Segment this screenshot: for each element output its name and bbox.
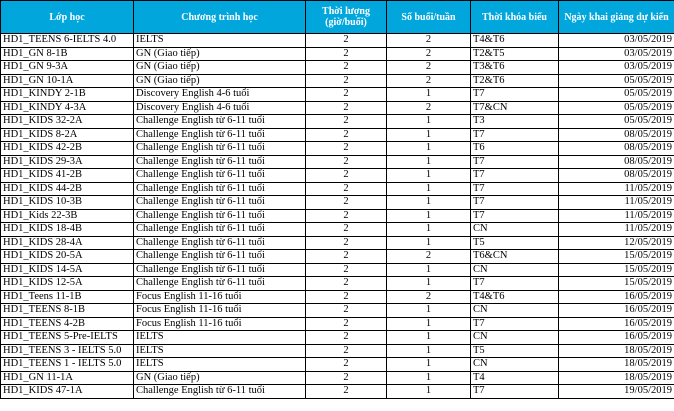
cell-start-date: 08/05/2019 — [559, 142, 674, 156]
cell-schedule: T4&T6 — [471, 290, 559, 304]
header-schedule: Thời khóa biểu — [471, 1, 559, 34]
cell-duration: 2 — [306, 182, 387, 196]
cell-duration: 2 — [306, 34, 387, 48]
cell-duration: 2 — [306, 196, 387, 210]
cell-start-date: 16/05/2019 — [559, 290, 674, 304]
header-class: Lớp học — [1, 1, 134, 34]
cell-schedule: T4 — [471, 371, 559, 385]
cell-sessions: 1 — [387, 317, 471, 331]
cell-duration: 2 — [306, 128, 387, 142]
cell-program: IELTS — [134, 34, 306, 48]
table-row — [1, 277, 674, 291]
table-row — [1, 142, 674, 156]
table-row — [1, 385, 674, 399]
table-row — [1, 182, 674, 196]
cell-class: HD1_KIDS 29-3A — [1, 155, 134, 169]
table-row — [1, 304, 674, 318]
cell-program: Challenge English từ 6-11 tuổi — [134, 263, 306, 277]
cell-class: HD1_TEENS 3 - IELTS 5.0 — [1, 344, 134, 358]
cell-program: GN (Giao tiếp) — [134, 74, 306, 88]
cell-program: Challenge English từ 6-11 tuổi — [134, 169, 306, 183]
cell-program: Challenge English từ 6-11 tuổi — [134, 142, 306, 156]
cell-duration: 2 — [306, 101, 387, 115]
cell-start-date: 11/05/2019 — [559, 223, 674, 237]
cell-duration: 2 — [306, 371, 387, 385]
table-row — [1, 74, 674, 88]
table-row — [1, 169, 674, 183]
cell-class: HD1_Kids 22-3B — [1, 209, 134, 223]
cell-start-date: 15/05/2019 — [559, 277, 674, 291]
cell-start-date: 16/05/2019 — [559, 331, 674, 345]
table-row — [1, 223, 674, 237]
cell-class: HD1_KIDS 42-2B — [1, 142, 134, 156]
cell-start-date: 11/05/2019 — [559, 182, 674, 196]
cell-sessions: 1 — [387, 115, 471, 129]
cell-start-date: 08/05/2019 — [559, 128, 674, 142]
cell-sessions: 1 — [387, 182, 471, 196]
cell-start-date: 05/05/2019 — [559, 101, 674, 115]
cell-duration: 2 — [306, 358, 387, 372]
cell-program: Challenge English từ 6-11 tuổi — [134, 250, 306, 264]
header-row — [1, 1, 674, 34]
cell-start-date: 05/05/2019 — [559, 88, 674, 102]
cell-start-date: 05/05/2019 — [559, 115, 674, 129]
cell-class: HD1_KIDS 8-2A — [1, 128, 134, 142]
cell-start-date: 16/05/2019 — [559, 304, 674, 318]
cell-sessions: 1 — [387, 142, 471, 156]
header-program: Chương trình học — [134, 1, 306, 34]
cell-sessions: 1 — [387, 155, 471, 169]
cell-sessions: 1 — [387, 304, 471, 318]
cell-program: Discovery English 4-6 tuổi — [134, 88, 306, 102]
table-row — [1, 101, 674, 115]
table-row — [1, 155, 674, 169]
cell-start-date: 15/05/2019 — [559, 263, 674, 277]
cell-class: HD1_Teens 11-1B — [1, 290, 134, 304]
cell-schedule: T7 — [471, 155, 559, 169]
cell-program: Focus English 11-16 tuổi — [134, 290, 306, 304]
cell-start-date: 12/05/2019 — [559, 236, 674, 250]
table-header — [1, 1, 674, 34]
cell-sessions: 1 — [387, 236, 471, 250]
cell-schedule: T5 — [471, 236, 559, 250]
cell-start-date: 08/05/2019 — [559, 169, 674, 183]
cell-schedule: T7 — [471, 317, 559, 331]
cell-program: IELTS — [134, 331, 306, 345]
cell-duration: 2 — [306, 317, 387, 331]
cell-duration: 2 — [306, 223, 387, 237]
cell-class: HD1_KIDS 44-2B — [1, 182, 134, 196]
cell-sessions: 2 — [387, 74, 471, 88]
cell-sessions: 1 — [387, 344, 471, 358]
table-row — [1, 358, 674, 372]
cell-duration: 2 — [306, 277, 387, 291]
cell-class: HD1_KIDS 10-3B — [1, 196, 134, 210]
cell-start-date: 03/05/2019 — [559, 61, 674, 75]
table-row — [1, 88, 674, 102]
header-sessions: Số buổi/tuần — [387, 1, 471, 34]
cell-start-date: 11/05/2019 — [559, 196, 674, 210]
cell-class: HD1_TEENS 1 - IELTS 5.0 — [1, 358, 134, 372]
cell-start-date: 11/05/2019 — [559, 209, 674, 223]
cell-schedule: CN — [471, 223, 559, 237]
cell-duration: 2 — [306, 331, 387, 345]
cell-class: HD1_KIDS 47-1A — [1, 385, 134, 399]
cell-sessions: 1 — [387, 88, 471, 102]
cell-sessions: 1 — [387, 223, 471, 237]
cell-duration: 2 — [306, 142, 387, 156]
table-row — [1, 331, 674, 345]
cell-sessions: 2 — [387, 47, 471, 61]
table-row — [1, 196, 674, 210]
cell-class: HD1_KIDS 18-4B — [1, 223, 134, 237]
cell-start-date: 03/05/2019 — [559, 34, 674, 48]
header-start-date: Ngày khai giảng dự kiến — [559, 1, 674, 34]
cell-start-date: 15/05/2019 — [559, 250, 674, 264]
cell-duration: 2 — [306, 115, 387, 129]
cell-schedule: T7&CN — [471, 101, 559, 115]
table-row — [1, 209, 674, 223]
cell-start-date: 18/05/2019 — [559, 371, 674, 385]
cell-duration: 2 — [306, 290, 387, 304]
header-duration: Thời lượng (giờ/buổi) — [306, 1, 387, 34]
cell-duration: 2 — [306, 344, 387, 358]
cell-duration: 2 — [306, 236, 387, 250]
cell-duration: 2 — [306, 385, 387, 399]
cell-start-date: 18/05/2019 — [559, 358, 674, 372]
cell-class: HD1_KINDY 2-1B — [1, 88, 134, 102]
cell-program: IELTS — [134, 344, 306, 358]
cell-program: Challenge English từ 6-11 tuổi — [134, 196, 306, 210]
table-body — [1, 34, 674, 399]
cell-class: HD1_KIDS 28-4A — [1, 236, 134, 250]
cell-class: HD1_KINDY 4-3A — [1, 101, 134, 115]
cell-sessions: 1 — [387, 196, 471, 210]
cell-start-date: 18/05/2019 — [559, 344, 674, 358]
cell-duration: 2 — [306, 250, 387, 264]
cell-schedule: T7 — [471, 209, 559, 223]
cell-schedule: T2&T6 — [471, 74, 559, 88]
cell-duration: 2 — [306, 263, 387, 277]
cell-class: HD1_KIDS 12-5A — [1, 277, 134, 291]
table-row — [1, 371, 674, 385]
cell-program: Challenge English từ 6-11 tuổi — [134, 155, 306, 169]
cell-program: Challenge English từ 6-11 tuổi — [134, 385, 306, 399]
cell-class: HD1_TEENS 5-Pre-IELTS — [1, 331, 134, 345]
cell-sessions: 1 — [387, 331, 471, 345]
table-row — [1, 47, 674, 61]
cell-start-date: 08/05/2019 — [559, 155, 674, 169]
cell-duration: 2 — [306, 74, 387, 88]
cell-schedule: T7 — [471, 196, 559, 210]
cell-program: Challenge English từ 6-11 tuổi — [134, 236, 306, 250]
cell-class: HD1_KIDS 32-2A — [1, 115, 134, 129]
cell-class: HD1_TEENS 8-1B — [1, 304, 134, 318]
cell-duration: 2 — [306, 304, 387, 318]
cell-duration: 2 — [306, 169, 387, 183]
cell-start-date: 03/05/2019 — [559, 47, 674, 61]
cell-schedule: T7 — [471, 385, 559, 399]
cell-sessions: 1 — [387, 385, 471, 399]
cell-schedule: T7 — [471, 182, 559, 196]
cell-duration: 2 — [306, 47, 387, 61]
cell-program: Challenge English từ 6-11 tuổi — [134, 209, 306, 223]
cell-program: Focus English 11-16 tuổi — [134, 304, 306, 318]
cell-class: HD1_GN 9-3A — [1, 61, 134, 75]
cell-schedule: CN — [471, 263, 559, 277]
cell-class: HD1_KIDS 20-5A — [1, 250, 134, 264]
cell-program: Challenge English từ 6-11 tuổi — [134, 182, 306, 196]
cell-schedule: T4&T6 — [471, 34, 559, 48]
cell-sessions: 2 — [387, 290, 471, 304]
cell-sessions: 1 — [387, 371, 471, 385]
cell-class: HD1_GN 8-1B — [1, 47, 134, 61]
table-row — [1, 128, 674, 142]
cell-program: GN (Giao tiếp) — [134, 371, 306, 385]
cell-program: IELTS — [134, 358, 306, 372]
cell-duration: 2 — [306, 88, 387, 102]
cell-start-date: 05/05/2019 — [559, 74, 674, 88]
table-row — [1, 236, 674, 250]
cell-schedule: CN — [471, 304, 559, 318]
cell-sessions: 2 — [387, 101, 471, 115]
cell-schedule: T3 — [471, 115, 559, 129]
cell-duration: 2 — [306, 61, 387, 75]
cell-class: HD1_KIDS 41-2B — [1, 169, 134, 183]
cell-class: HD1_GN 10-1A — [1, 74, 134, 88]
cell-start-date: 16/05/2019 — [559, 317, 674, 331]
cell-program: Challenge English từ 6-11 tuổi — [134, 128, 306, 142]
cell-program: Discovery English 4-6 tuổi — [134, 101, 306, 115]
cell-program: Challenge English từ 6-11 tuổi — [134, 223, 306, 237]
table-row — [1, 61, 674, 75]
cell-sessions: 1 — [387, 209, 471, 223]
cell-schedule: T2&T5 — [471, 47, 559, 61]
table-row — [1, 250, 674, 264]
table-row — [1, 290, 674, 304]
cell-program: Challenge English từ 6-11 tuổi — [134, 115, 306, 129]
cell-schedule: T7 — [471, 277, 559, 291]
cell-start-date: 19/05/2019 — [559, 385, 674, 399]
cell-schedule: T7 — [471, 128, 559, 142]
cell-sessions: 2 — [387, 61, 471, 75]
table-row — [1, 317, 674, 331]
cell-schedule: CN — [471, 358, 559, 372]
cell-sessions: 2 — [387, 34, 471, 48]
cell-schedule: T5 — [471, 344, 559, 358]
table-row — [1, 34, 674, 48]
table-row — [1, 115, 674, 129]
cell-program: GN (Giao tiếp) — [134, 61, 306, 75]
cell-class: HD1_KIDS 14-5A — [1, 263, 134, 277]
cell-schedule: T6 — [471, 142, 559, 156]
cell-program: Focus English 11-16 tuổi — [134, 317, 306, 331]
cell-sessions: 1 — [387, 263, 471, 277]
cell-schedule: CN — [471, 331, 559, 345]
cell-class: HD1_TEENS 4-2B — [1, 317, 134, 331]
cell-program: GN (Giao tiếp) — [134, 47, 306, 61]
cell-program: Challenge English từ 6-11 tuổi — [134, 277, 306, 291]
table-row — [1, 263, 674, 277]
cell-class: HD1_TEENS 6-IELTS 4.0 — [1, 34, 134, 48]
cell-schedule: T7 — [471, 88, 559, 102]
cell-sessions: 1 — [387, 169, 471, 183]
cell-sessions: 1 — [387, 277, 471, 291]
cell-class: HD1_GN 11-1A — [1, 371, 134, 385]
cell-sessions: 1 — [387, 358, 471, 372]
cell-duration: 2 — [306, 209, 387, 223]
cell-sessions: 2 — [387, 250, 471, 264]
cell-schedule: T7 — [471, 169, 559, 183]
table-row — [1, 344, 674, 358]
cell-schedule: T3&T6 — [471, 61, 559, 75]
cell-sessions: 1 — [387, 128, 471, 142]
cell-duration: 2 — [306, 155, 387, 169]
cell-schedule: T6&CN — [471, 250, 559, 264]
